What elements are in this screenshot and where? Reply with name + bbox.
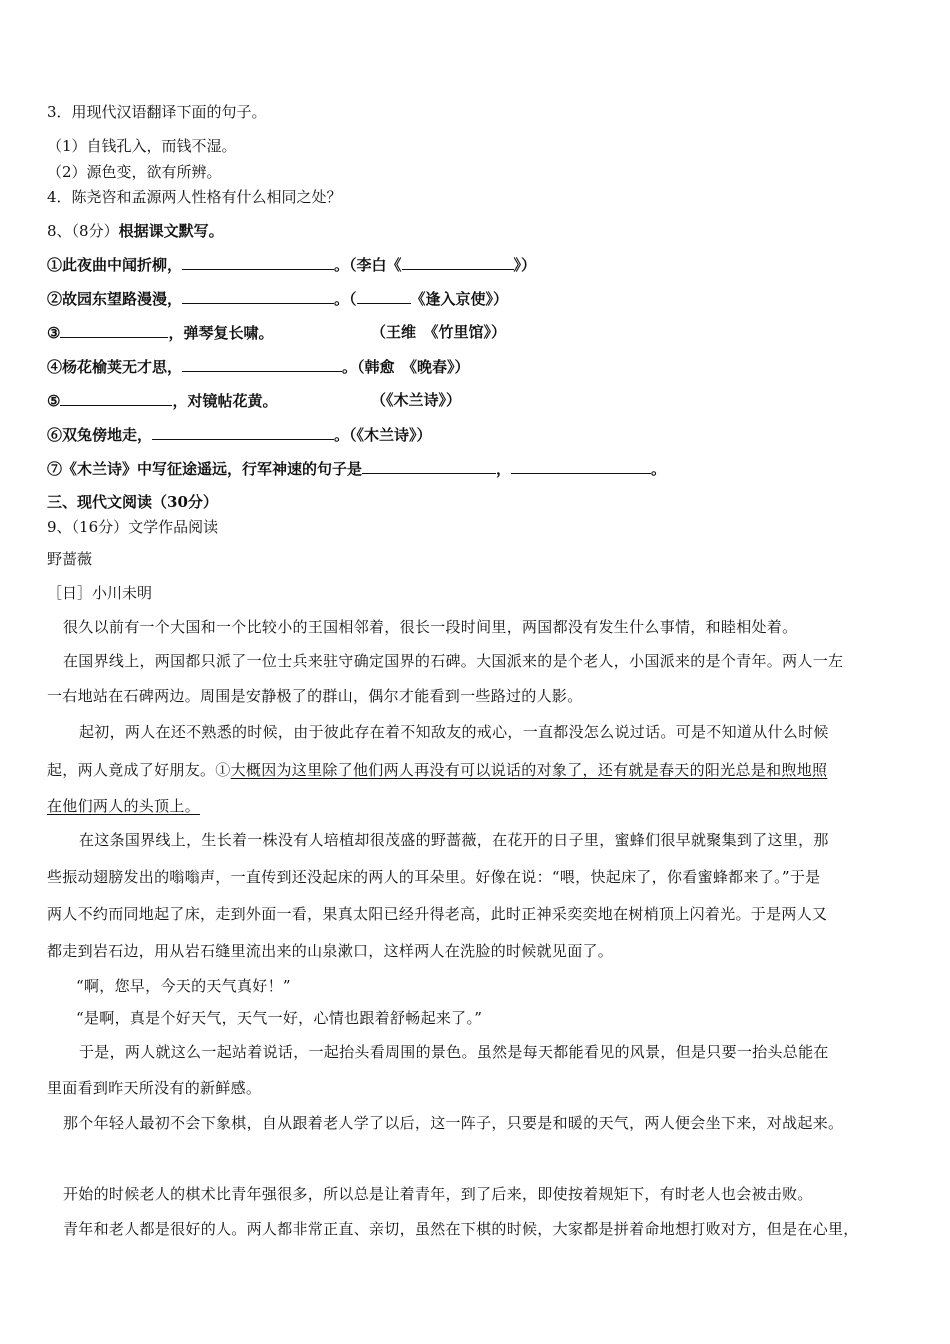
story-author: ［日］小川未明 (47, 584, 153, 602)
recite-line-3 (47, 322, 273, 343)
recite-line-2 (47, 288, 508, 309)
paragraph-line: 里面看到昨天所没有的新鲜感。 (47, 1079, 262, 1097)
recite-line-6 (47, 424, 432, 445)
dialogue-line: “啊，您早，今天的天气真好！” (76, 977, 291, 995)
answer-blank[interactable] (182, 288, 334, 304)
dialogue-line: “是啊，真是个好天气，天气一好，心情也跟着舒畅起来了。” (76, 1009, 483, 1027)
recite-5-prompt: ⑤ (47, 392, 61, 410)
q3-title: 3．用现代汉语翻译下面的句子。 (47, 103, 267, 121)
q3-sentence-2: （2）源色变，欲有所辨。 (47, 163, 222, 181)
q8-score: 8、（8分） (47, 222, 119, 240)
paragraph-line: 都走到岩石边，用从岩石缝里流出来的山泉漱口，这样两人在洗脸的时候就见面了。 (47, 942, 614, 960)
recite-1-prompt: ①此夜曲中闻折柳， (47, 256, 183, 274)
recite-5-text: ，对镜帖花黄。 (172, 392, 278, 410)
paragraph: 很久以前有一个大国和一个比较小的王国相邻着，很长一段时间里，两国都没有发生什么事情，和睦相处着。 (63, 618, 798, 636)
story-title: 野蔷薇 (47, 550, 93, 568)
answer-blank[interactable] (362, 458, 496, 474)
recite-7-comma: ， (496, 460, 512, 478)
answer-blank[interactable] (182, 254, 334, 270)
answer-blank[interactable] (402, 254, 514, 270)
answer-blank[interactable] (182, 356, 342, 372)
recite-4-prompt: ④杨花榆荚无才思， (47, 358, 183, 376)
recite-2-source: 。（ (334, 290, 357, 308)
answer-blank[interactable] (60, 322, 168, 338)
q4-title: 4．陈尧咨和孟源两人性格有什么相同之处？ (47, 188, 342, 206)
q8-header (47, 221, 224, 241)
q8-instruction: 根据课文默写。 (118, 222, 224, 240)
recite-4-source: 。（韩愈 《晚春》） (342, 358, 470, 376)
recite-line-7 (47, 458, 666, 479)
recite-1-close: 》） (513, 256, 537, 274)
recite-6-prompt: ⑥双兔傍地走， (47, 426, 153, 444)
q9-title: 9、（16分）文学作品阅读 (47, 518, 219, 536)
recite-7-end: 。 (651, 460, 667, 478)
paragraph-line: 一右地站在石碑两边。周围是安静极了的群山，偶尔才能看到一些路过的人影。 (47, 687, 583, 705)
paragraph-line: 在国界线上，两国都只派了一位士兵来驻守确定国界的石碑。大国派来的是个老人，小国派来的是个青年。两人一左 (63, 652, 844, 670)
answer-blank[interactable] (511, 458, 651, 474)
recite-2-close: 《逢入京使》） (410, 290, 509, 308)
paragraph-line: 两人不约而同地起了床，走到外面一看，果真太阳已经升得老高，此时正神采奕奕地在树梢顶上闪着光。于是两人又 (47, 905, 828, 923)
paragraph-line: 在这条国界线上，生长着一株没有人培植却很茂盛的野蔷薇，在花开的日子里，蜜蜂们很早就聚集到了这里，那 (79, 831, 829, 849)
paragraph-line: 于是，两人就这么一起站着说话，一起抬头看周围的景色。虽然是每天都能看见的风景，但是只要一抬头总能在 (79, 1043, 829, 1061)
section-title: 三、现代文阅读（30分） (47, 493, 218, 511)
recite-2-prompt: ②故园东望路漫漫， (47, 290, 183, 308)
paragraph-text: 起，两人竟成了好朋友。① (47, 761, 231, 779)
paragraph: 开始的时候老人的棋术比青年强很多，所以总是让着青年，到了后来，即使按着规矩下，有时老人也会被击败。 (63, 1185, 813, 1203)
paragraph-line (47, 760, 827, 780)
underlined-sentence: 大概因为这里除了他们两人再没有可以说话的对象了，还有就是春天的阳光总是和煦地照 (230, 761, 828, 779)
recite-7-prompt: ⑦《木兰诗》中写征途遥远，行军神速的句子是 (47, 460, 363, 478)
paragraph: 青年和老人都是很好的人。两人都非常正直、亲切，虽然在下棋的时候，大家都是拼着命地想打败对方，但是在心里， (63, 1220, 859, 1238)
recite-5-source: （《木兰诗》） (371, 391, 462, 409)
recite-line-4 (47, 356, 470, 377)
recite-3-source: （王维 《竹里馆》） (371, 323, 507, 341)
recite-3-text: ，弹琴复长啸。 (168, 324, 274, 342)
recite-line-1 (47, 254, 536, 275)
recite-3-prompt: ③ (47, 324, 61, 342)
underlined-sentence: 在他们两人的头顶上。 (47, 797, 201, 815)
q3-sentence-1: （1）自钱孔入，而钱不湿。 (47, 137, 237, 155)
paragraph: 那个年轻人最初不会下象棋，自从跟着老人学了以后，这一阵子，只要是和暖的天气，两人便会坐下来，对战起来。 (63, 1114, 844, 1132)
paragraph-line: 些振动翅膀发出的嗡嗡声，一直传到还没起床的两人的耳朵里。好像在说：“喂，快起床了，你看蜜蜂都来了。”于是 (47, 868, 821, 886)
recite-1-source: 。（李白《 (334, 256, 402, 274)
answer-blank[interactable] (357, 288, 411, 304)
recite-6-source: 。（《木兰诗》） (334, 426, 432, 444)
answer-blank[interactable] (152, 424, 334, 440)
answer-blank[interactable] (60, 390, 172, 406)
recite-line-5 (47, 390, 277, 411)
paragraph-line: 起初，两人在还不熟悉的时候，由于彼此存在着不知敌友的戒心，一直都没怎么说过话。可是不知道从什么时候 (79, 723, 829, 741)
